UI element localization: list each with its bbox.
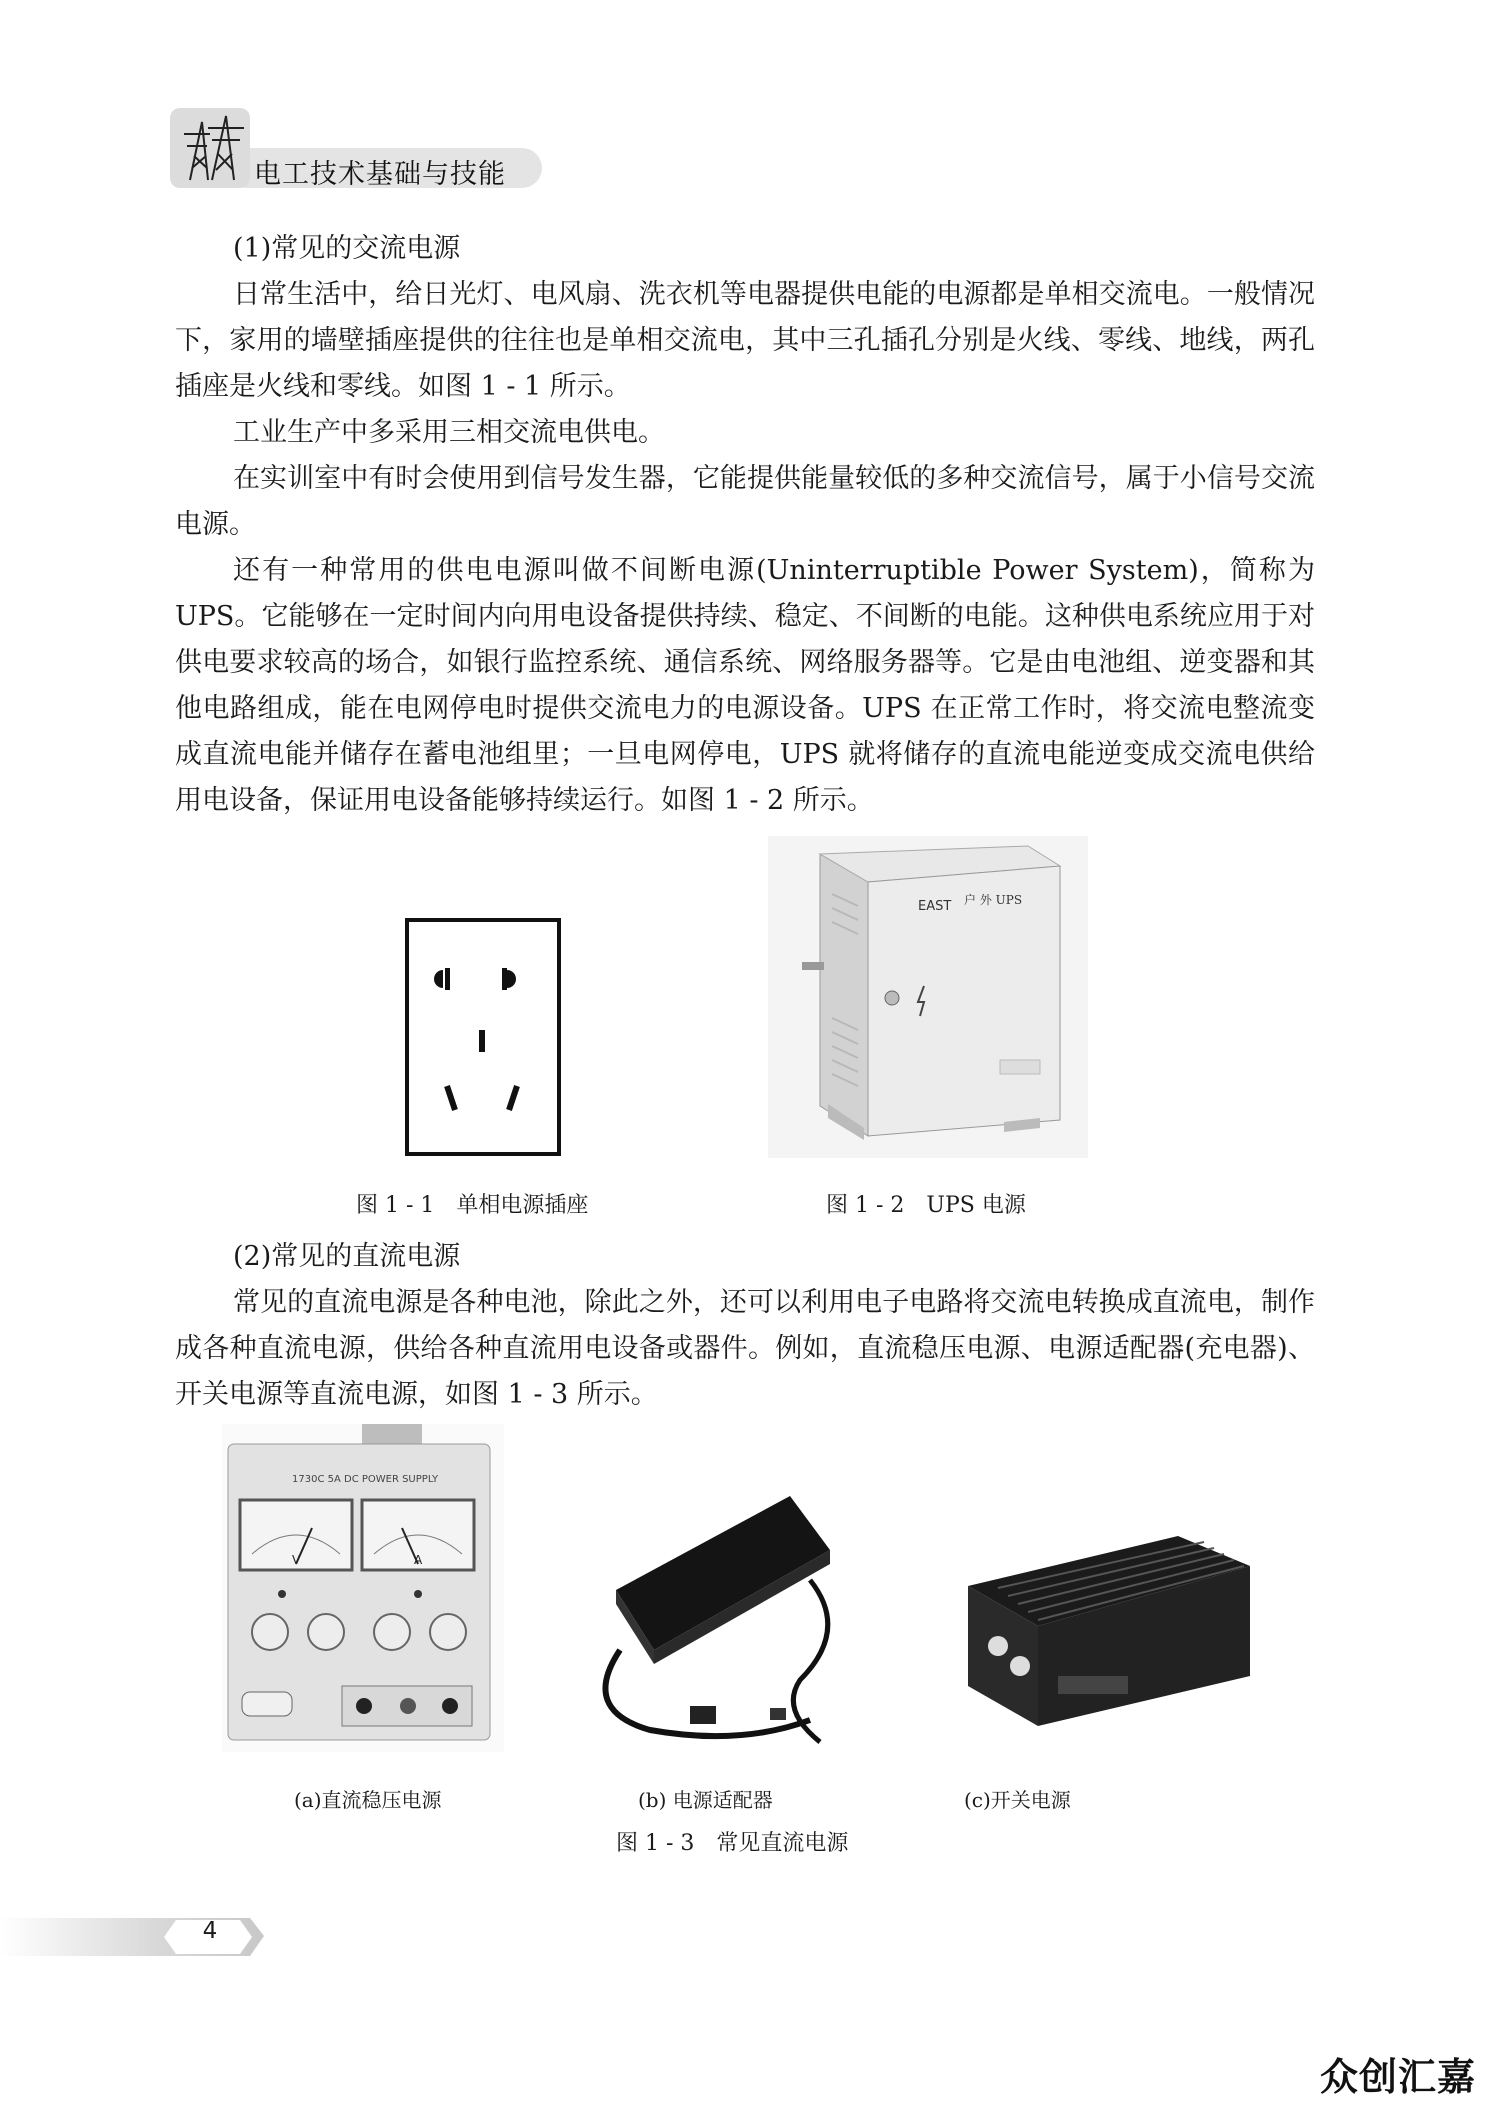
running-header xyxy=(170,108,570,188)
watermark: 众创汇嘉 xyxy=(1320,2055,1477,2099)
figure-caption: 图 1 - 3 常见直流电源 xyxy=(616,1831,849,1856)
paragraph: 日常生活中，给日光灯、电风扇、洗衣机等电器提供电能的电源都是单相交流电。一般情况下，家用的墙壁插座提供的往往也是单相交流电，其中三孔插孔分别是火线、零线、地线，两孔插座是火线和零线。如图 1 - 1 所示。 xyxy=(175,279,1315,402)
voltmeter-label: V xyxy=(292,1553,301,1567)
subfigure-caption: (c)开关电源 xyxy=(964,1788,1071,1812)
section-heading-dc: (2)常见的直流电源 xyxy=(233,1241,461,1272)
figure-caption: 图 1 - 1 单相电源插座 xyxy=(356,1193,589,1218)
power-tower-icon xyxy=(170,108,250,188)
psu-model-label: 1730C 5A DC POWER SUPPLY xyxy=(292,1474,439,1485)
ammeter-label: A xyxy=(414,1553,423,1567)
ups-cabinet-figure xyxy=(768,836,1088,1158)
switching-power-supply-figure xyxy=(958,1526,1258,1736)
wall-socket-figure xyxy=(405,918,561,1156)
ups-brand-label: EAST xyxy=(918,899,952,914)
paragraph: 还有一种常用的供电电源叫做不间断电源(Uninterruptible Power System)，简称为UPS。它能够在一定时间内向用电设备提供持续、稳定、不间断的电能。这种供电系统应用于对供电要求较高的场合，如银行监控系统、通信系统、网络服务器等。它是由电池组、逆变器和其他电路组成，能在电网停电时提供交流电力的电源设备。UPS 在正常工作时，将交流电整流变成直流电能并储存在蓄电池组里；一旦电网停电，UPS 就将储存的直流电能逆变成交流电供给用电设备，保证用电设备能够持续运行。如图 1 - 2 所示。 xyxy=(175,555,1315,816)
paragraph: 在实训室中有时会使用到信号发生器，它能提供能量较低的多种交流信号，属于小信号交流电源。 xyxy=(175,463,1315,540)
subfigure-caption: (b) 电源适配器 xyxy=(638,1788,773,1812)
paragraph: 工业生产中多采用三相交流电供电。 xyxy=(233,417,665,448)
figure-caption: 图 1 - 2 UPS 电源 xyxy=(826,1193,1026,1218)
header-title: 电工技术基础与技能 xyxy=(254,159,506,190)
subfigure-caption: (a)直流稳压电源 xyxy=(294,1788,442,1812)
paragraph: 常见的直流电源是各种电池，除此之外，还可以利用电子电路将交流电转换成直流电，制作成各种直流电源，供给各种直流用电设备或器件。例如，直流稳压电源、电源适配器(充电器)、开关电源等直流电源，如图 1 - 3 所示。 xyxy=(175,1287,1315,1410)
page-number-tab xyxy=(0,1912,270,1962)
power-adapter-figure xyxy=(560,1480,860,1750)
ups-model-label: 户 外 UPS xyxy=(964,893,1023,907)
dc-regulated-power-supply-figure xyxy=(222,1424,504,1752)
page-number: 4 xyxy=(202,1918,218,1944)
section-heading-ac: (1)常见的交流电源 xyxy=(233,233,461,264)
